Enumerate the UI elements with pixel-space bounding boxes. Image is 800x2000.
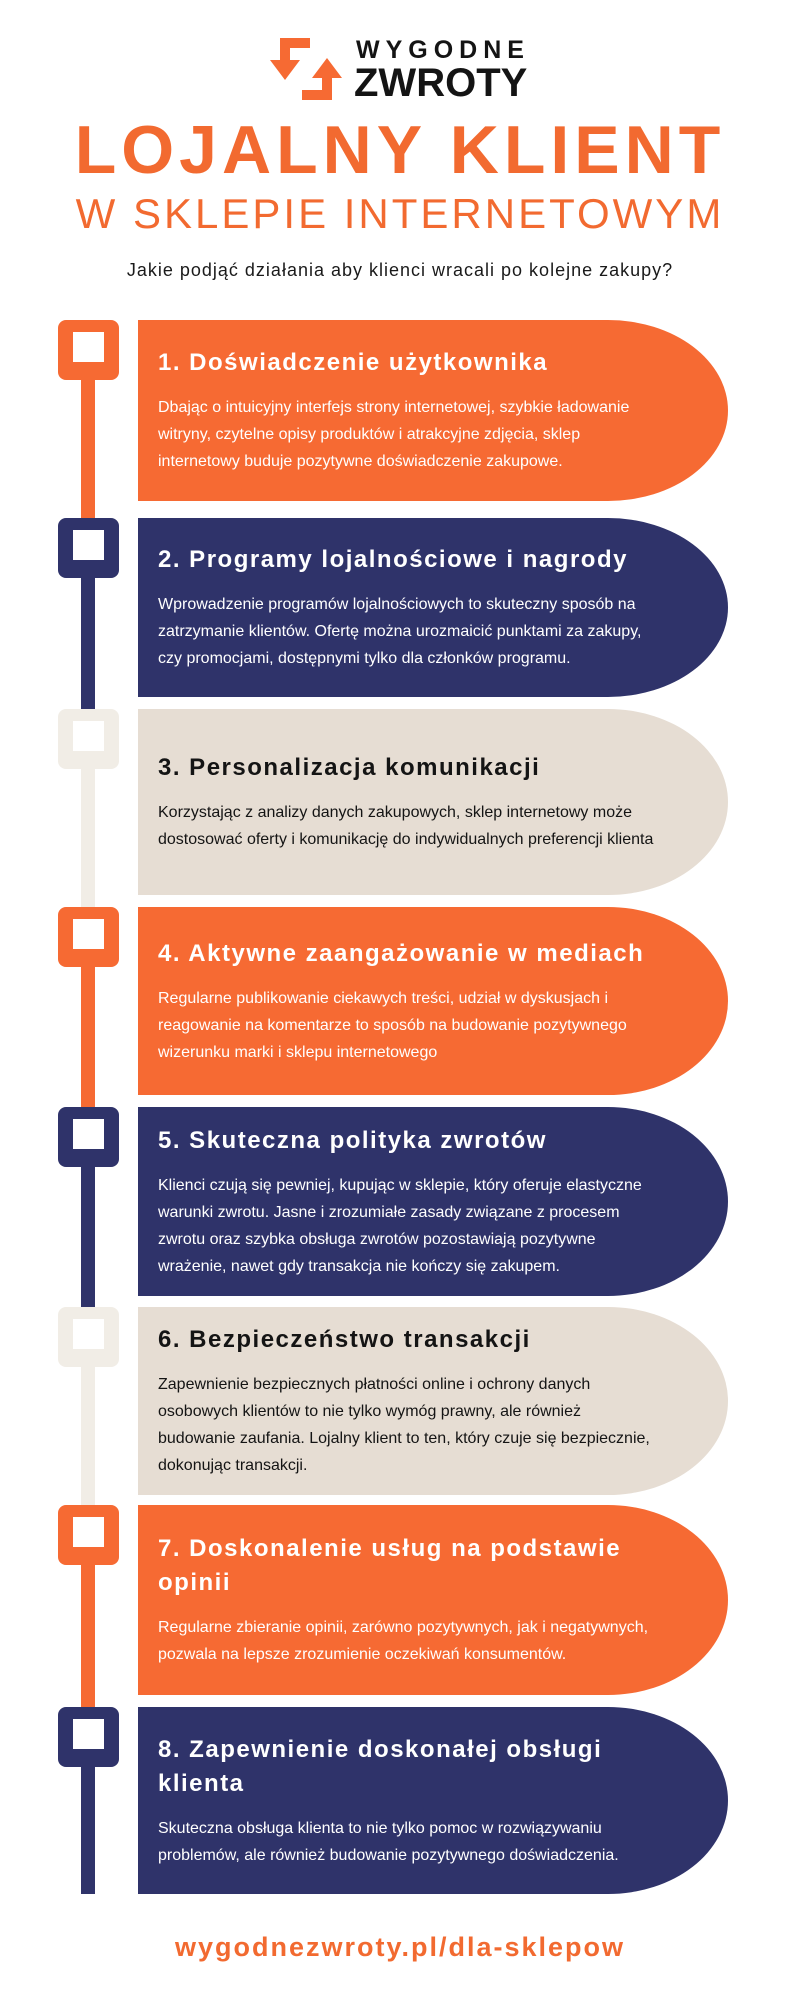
checkbox-marker-icon [58, 1707, 119, 1767]
step-title: 7. Doskonalenie usług na podstawie opinii [158, 1535, 622, 1596]
step-description: Dbając o intuicyjny interfejs strony internetowej, szybkie ładowanie witryny, czytelne opisy produktów i atrakcyjne zdjęcia, sklep internetowy buduje pozytywne doświadczenie zakupowe. [158, 399, 630, 470]
step-card [138, 320, 728, 501]
logo-text-line2: ZWROTY [354, 61, 528, 105]
timeline-connector [81, 957, 95, 1107]
timeline-connector [81, 1157, 95, 1307]
checkbox-square-icon [73, 721, 104, 751]
timeline-connector [81, 1357, 95, 1505]
step-title: 3. Personalizacja komunikacji [158, 754, 541, 781]
timeline-connector [81, 759, 95, 907]
checkbox-marker-icon [58, 518, 119, 578]
page-title: LOJALNY KLIENT [74, 112, 726, 188]
step-card [138, 1505, 728, 1695]
logo-text-line1: WYGODNE [356, 36, 530, 64]
checkbox-square-icon [73, 919, 104, 949]
step-description: Regularne zbieranie opinii, zarówno pozytywnych, jak i negatywnych, pozwala na lepsze zrozumienie oczekiwań konsumentów. [158, 1619, 649, 1663]
step-card [138, 518, 728, 697]
checkbox-square-icon [73, 1719, 104, 1749]
return-arrows-icon [266, 36, 346, 102]
step-card [138, 1307, 728, 1495]
checkbox-marker-icon [58, 1307, 119, 1367]
step-title: 6. Bezpieczeństwo transakcji [158, 1326, 531, 1353]
footer-link[interactable]: wygodnezwroty.pl/dla-sklepow [174, 1932, 626, 1962]
timeline-connector [81, 1555, 95, 1707]
step-card [138, 1707, 728, 1894]
checkbox-square-icon [73, 1319, 104, 1349]
step-description: Zapewnienie bezpiecznych płatności online i ochrony danych osobowych klientów to nie tylko wymóg prawny, ale również budowanie zaufania. Lojalny klient to ten, który czuje się bezpiecznie, dokonując transakcji. [158, 1376, 650, 1474]
step-title: 5. Skuteczna polityka zwrotów [158, 1126, 547, 1154]
checkbox-marker-icon [58, 1505, 119, 1565]
step-card [138, 1107, 728, 1296]
checkbox-marker-icon [58, 320, 119, 380]
step-description: Wprowadzenie programów lojalnościowych to skuteczny sposób na zatrzymanie klientów. Ofertę można urozmaicić punktami za zakupy, czy promocjami, dostępnymi tylko dla członków programu. [158, 596, 642, 667]
checkbox-marker-icon [58, 709, 119, 769]
step-description: Skuteczna obsługa klienta to nie tylko pomoc w rozwiązywaniu problemów, ale również budowanie pozytywnego doświadczenia. [158, 1819, 619, 1864]
checkbox-square-icon [73, 332, 104, 362]
checkbox-marker-icon [58, 907, 119, 967]
intro-question: Jakie podjąć działania aby klienci wracali po kolejne zakupy? [126, 260, 674, 280]
step-title: 4. Aktywne zaangażowanie w mediach [158, 939, 645, 967]
checkbox-square-icon [73, 1517, 104, 1547]
step-card [138, 907, 728, 1095]
timeline-connector [81, 1757, 95, 1894]
timeline-connector [81, 568, 95, 709]
step-title: 2. Programy lojalnościowe i nagrody [158, 546, 628, 573]
step-description: Regularne publikowanie ciekawych treści, udział w dyskusjach i reagowanie na komentarze to sposób na budowanie pozytywnego wizerunku marki i sklepu internetowego [158, 989, 627, 1061]
step-card [138, 709, 728, 895]
step-description: Korzystając z analizy danych zakupowych, sklep internetowy może dostosować oferty i komunikację do indywidualnych preferencji klienta [158, 804, 654, 848]
checkbox-square-icon [73, 1119, 104, 1149]
step-title: 1. Doświadczenie użytkownika [158, 349, 549, 376]
checkbox-square-icon [73, 530, 104, 560]
page-subtitle: W SKLEPIE INTERNETOWYM [75, 190, 725, 237]
step-title: 8. Zapewnienie doskonałej obsługi klienta [158, 1735, 603, 1797]
timeline-connector [81, 370, 95, 518]
checkbox-marker-icon [58, 1107, 119, 1167]
logo [266, 36, 536, 105]
step-description: Klienci czują się pewniej, kupując w sklepie, który oferuje elastyczne warunki zwrotu. Jasne i zrozumiałe zasady związane z procesem zwrotu oraz szybka obsługa zwrotów pozostawiają pozytywne wrażenie, nawet gdy transakcja nie kończy się zakupem. [158, 1176, 642, 1275]
